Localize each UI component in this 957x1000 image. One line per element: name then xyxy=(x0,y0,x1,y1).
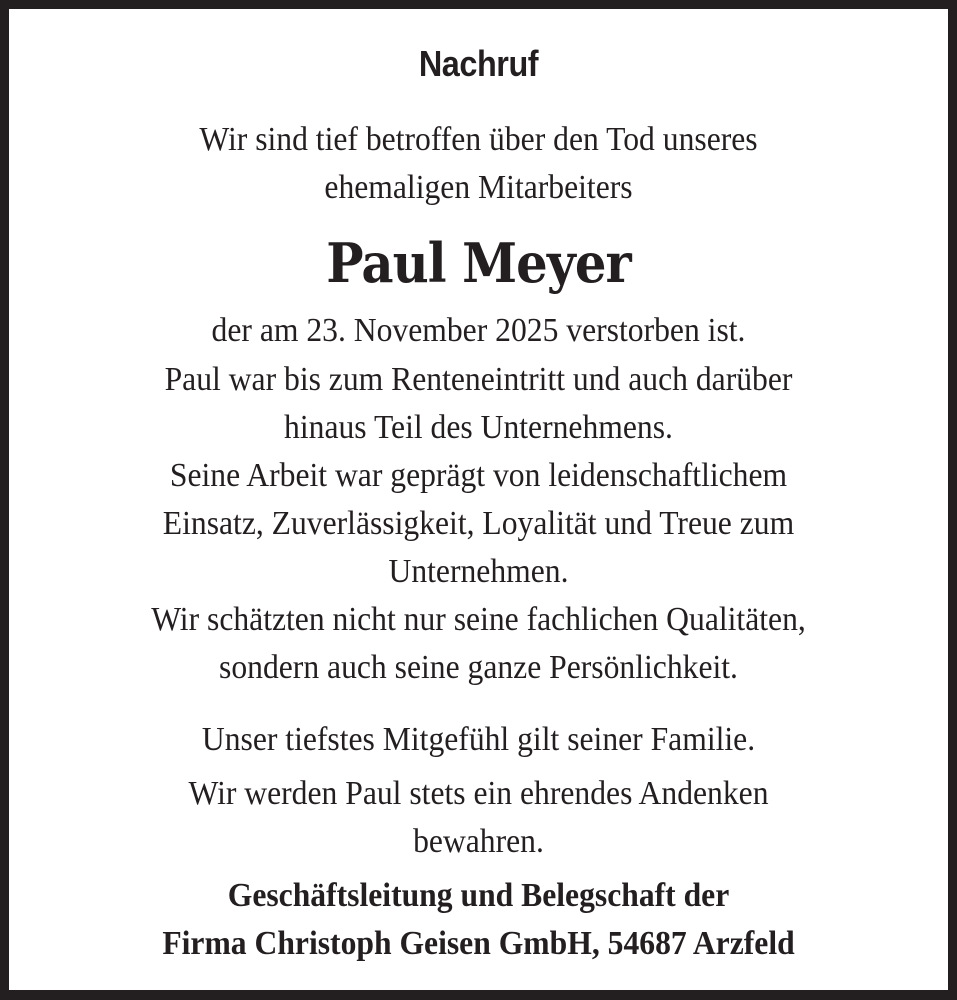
body-line: Wir schätzten nicht nur seine fachlichen Qualitäten, xyxy=(151,601,806,638)
body-line: Seine Arbeit war geprägt von leidenschaftlichem xyxy=(169,457,788,494)
body-line: Einsatz, Zuverlässigkeit, Loyalität und Treue zum xyxy=(162,505,795,542)
signature-line: Firma Christoph Geisen GmbH, 54687 Arzfeld xyxy=(162,925,795,962)
body-line: sondern auch seine ganze Persönlichkeit. xyxy=(219,649,738,686)
body-line: hinaus Teil des Unternehmens. xyxy=(284,409,673,446)
body-line: Paul war bis zum Renteneintritt und auch darüber xyxy=(164,361,793,398)
heading: Nachruf xyxy=(418,43,539,84)
remembrance-line: bewahren. xyxy=(413,823,544,860)
intro-line: ehemaligen Mitarbeiters xyxy=(324,169,633,206)
signature-line: Geschäftsleitung und Belegschaft der xyxy=(227,877,730,914)
deceased-name: Paul Meyer xyxy=(326,231,631,295)
remembrance-line: Wir werden Paul stets ein ehrendes Andenken xyxy=(188,775,769,812)
condolence-text: Unser tiefstes Mitgefühl gilt seiner Familie. xyxy=(201,721,756,758)
body-line: der am 23. November 2025 verstorben ist. xyxy=(211,312,746,349)
body-line: Unternehmen. xyxy=(388,553,569,590)
intro-line: Wir sind tief betroffen über den Tod unseres xyxy=(199,121,758,158)
